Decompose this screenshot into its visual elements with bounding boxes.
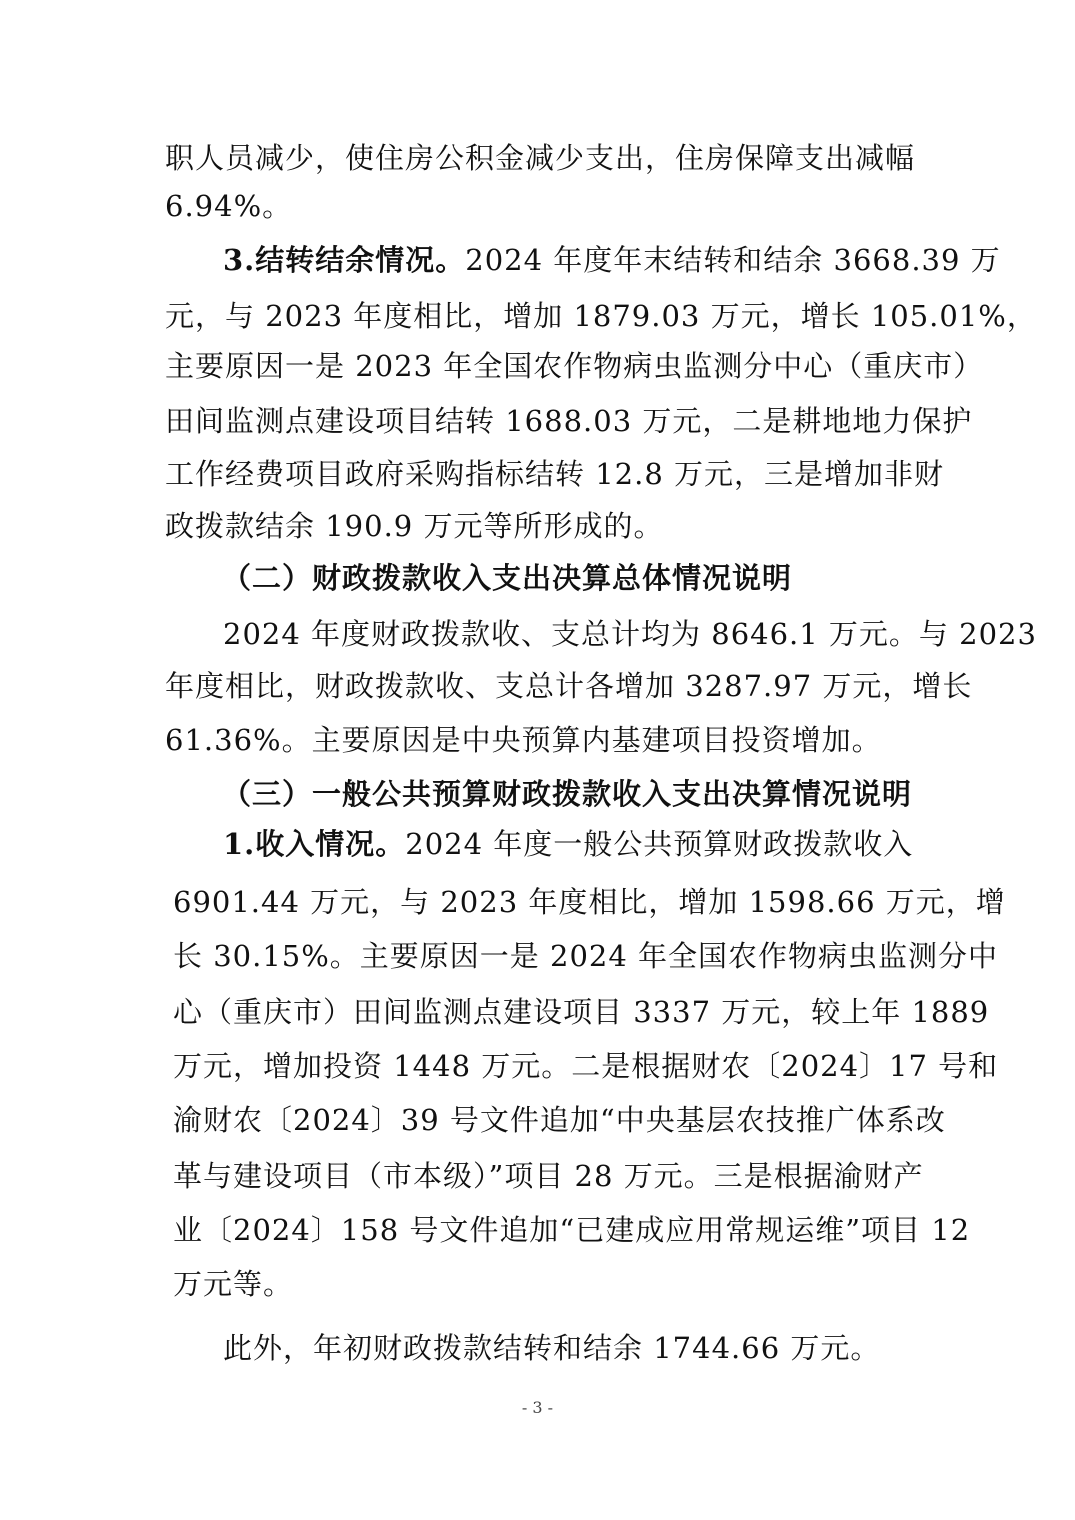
paragraph-line: 长 30.15%。主要原因一是 2024 年全国农作物病虫监测分中 bbox=[173, 939, 999, 973]
paragraph-line: 业〔2024〕158 号文件追加“已建成应用常规运维”项目 12 bbox=[173, 1213, 971, 1247]
paragraph-line: 6.94%。 bbox=[165, 189, 293, 223]
paragraph-line: 渝财农〔2024〕39 号文件追加“中央基层农技推广体系改 bbox=[173, 1103, 946, 1137]
paragraph-line: 心（重庆市）田间监测点建设项目 3337 万元，较上年 1889 bbox=[173, 995, 990, 1029]
paragraph-line: 6901.44 万元，与 2023 年度相比，增加 1598.66 万元，增 bbox=[173, 885, 1006, 919]
paragraph-line: 万元，增加投资 1448 万元。二是根据财农〔2024〕17 号和 bbox=[173, 1049, 999, 1083]
paragraph-line: 政拨款结余 190.9 万元等所形成的。 bbox=[165, 509, 664, 543]
paragraph-text: 2024 年度一般公共预算财政拨款收入 bbox=[405, 827, 914, 861]
section-3-carryover-line bbox=[165, 234, 1001, 286]
paragraph-line: 主要原因一是 2023 年全国农作物病虫监测分中心（重庆市） bbox=[165, 349, 984, 383]
paragraph-line: 万元等。 bbox=[173, 1267, 294, 1301]
section-1-title: 1.收入情况。 bbox=[223, 827, 406, 861]
paragraph-line: 此外，年初财政拨款结转和结余 1744.66 万元。 bbox=[223, 1331, 881, 1365]
paragraph-line: 职人员减少，使住房公积金减少支出，住房保障支出减幅 bbox=[165, 141, 916, 175]
paragraph-line: 61.36%。主要原因是中央预算内基建项目投资增加。 bbox=[165, 723, 882, 757]
paragraph-text: 2024 年度年末结转和结余 3668.39 万 bbox=[465, 243, 1001, 277]
section-1-income-line bbox=[173, 818, 965, 870]
paragraph-line: 元，与 2023 年度相比，增加 1879.03 万元，增长 105.01%， bbox=[165, 299, 1037, 333]
section-3-title: 3.结转结余情况。 bbox=[223, 243, 466, 277]
section-heading-3: （三）一般公共预算财政拨款收入支出决算情况说明 bbox=[222, 777, 913, 811]
paragraph-line: 年度相比，财政拨款收、支总计各增加 3287.97 万元，增长 bbox=[165, 669, 973, 703]
section-heading-2: （二）财政拨款收入支出决算总体情况说明 bbox=[222, 561, 793, 595]
paragraph-line: 田间监测点建设项目结转 1688.03 万元，二是耕地地力保护 bbox=[165, 404, 973, 438]
paragraph-line: 工作经费项目政府采购指标结转 12.8 万元，三是增加非财 bbox=[165, 457, 945, 491]
paragraph-line: 革与建设项目（市本级）”项目 28 万元。三是根据渝财产 bbox=[173, 1159, 924, 1193]
paragraph-line: 2024 年度财政拨款收、支总计均为 8646.1 万元。与 2023 bbox=[223, 617, 1037, 651]
page-number: - 3 - bbox=[521, 1398, 554, 1417]
